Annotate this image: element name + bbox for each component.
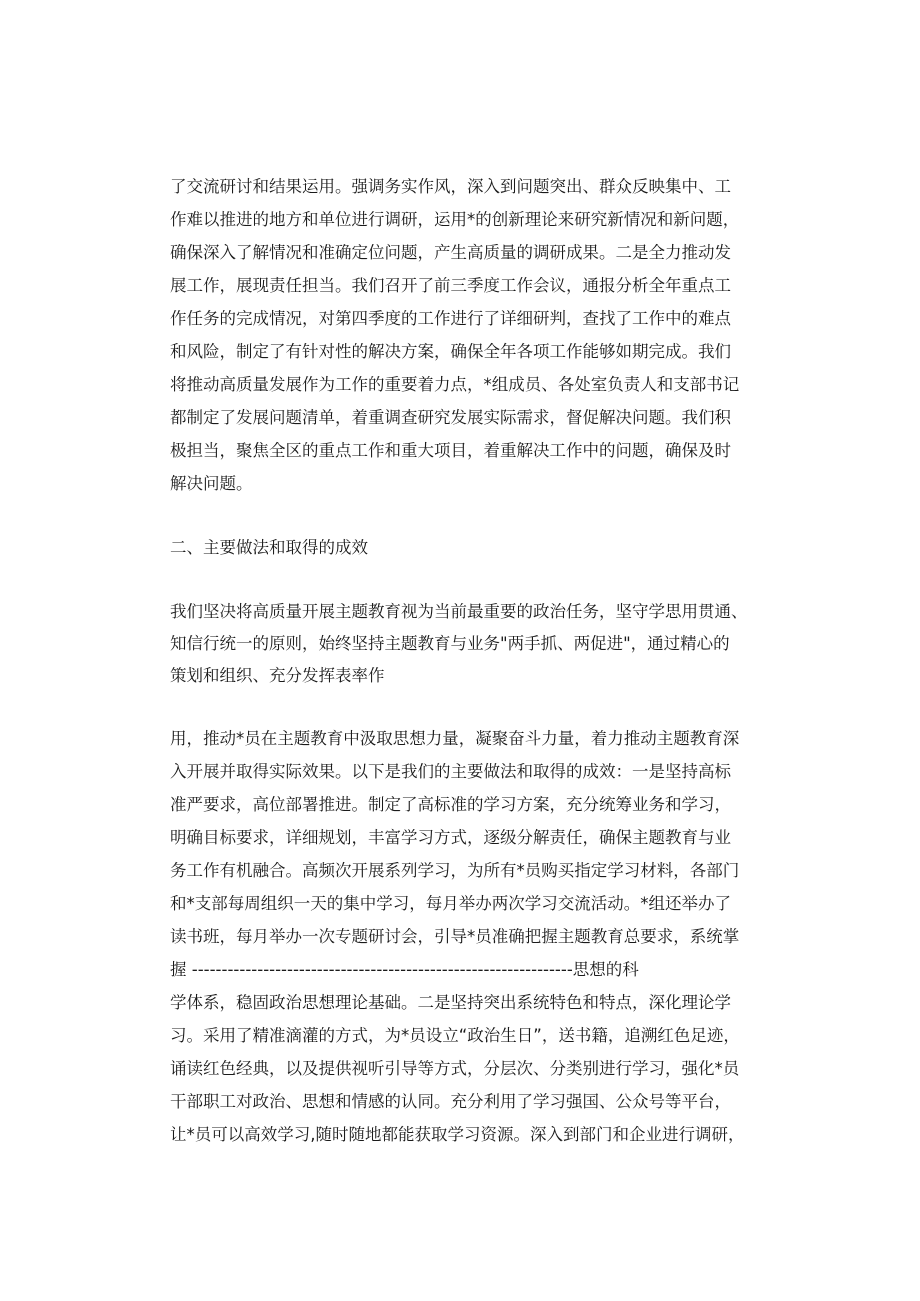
paragraph-3-line: 务工作有机融合。高频次开展系列学习，为所有*员购买指定学习材料，各部门 (170, 861, 740, 880)
paragraph-1-line: 解决问题。 (170, 474, 253, 493)
paragraph-1-line: 确保深入了解情况和准确定位问题，产生高质量的调研成果。二是全力推动发 (170, 243, 731, 262)
paragraph-1-line: 了交流研讨和结果运用。强调务实作风，深入到问题突出、群众反映集中、工 (170, 177, 731, 196)
paragraph-1-line: 将推动高质量发展作为工作的重要着力点，*组成员、各处室负责人和支部书记 (170, 375, 740, 394)
paragraph-3-line: 让*员可以高效学习,随时随地都能获取学习资源。深入到部门和企业进行调研， (170, 1125, 745, 1144)
paragraph-3-line: 干部职工对政治、思想和情感的认同。充分利用了学习强国、公众号等平台， (170, 1092, 731, 1111)
paragraph-2-line: 知信行统一的原则，始终坚持主题教育与业务"两手抓、两促进"，通过精心的 (170, 634, 730, 653)
paragraph-1-line: 作难以推进的地方和单位进行调研，运用*的创新理论来研究新情况和新问题， (170, 210, 740, 229)
paragraph-3-line: 和*支部每周组织一天的集中学习，每月举办两次学习交流活动。*组还举办了 (170, 894, 731, 913)
paragraph-2-line: 策划和组织、充分发挥表率作 (170, 666, 385, 685)
paragraph-1-line: 展工作，展现责任担当。我们召开了前三季度工作会议，通报分析全年重点工 (170, 276, 731, 295)
paragraph-3-line: 诵读红色经典，以及提供视听引导等方式，分层次、分类别进行学习，强化*员 (170, 1059, 740, 1078)
paragraph-3-line: 明确目标要求，详细规划，丰富学习方式，逐级分解责任，确保主题教育与业 (170, 828, 731, 847)
paragraph-1-line: 和风险，制定了有针对性的解决方案，确保全年各项工作能够如期完成。我们 (170, 342, 731, 361)
section-heading: 二、主要做法和取得的成效 (170, 538, 368, 557)
paragraph-1-line: 都制定了发展问题清单，着重调查研究发展实际需求，督促解决问题。我们积 (170, 408, 731, 427)
paragraph-3-line: 准严要求，高位部署推进。制定了高标准的学习方案，充分统筹业务和学习， (170, 795, 731, 814)
paragraph-3-line: 握 ----------------------------------------------------------------思想的科 (170, 960, 639, 979)
paragraph-3-line: 读书班，每月举办一次专题研讨会，引导*员准确把握主题教育总要求，系统掌 (170, 927, 740, 946)
paragraph-3-line: 习。采用了精准滴灌的方式，为*员设立“政治生日”，送书籍，追溯红色足迹， (170, 1026, 740, 1045)
paragraph-3-line: 学体系，稳固政治思想理论基础。二是坚持突出系统特色和特点，深化理论学 (170, 993, 731, 1012)
paragraph-1-line: 作任务的完成情况，对第四季度的工作进行了详细研判，查找了工作中的难点 (170, 309, 731, 328)
paragraph-2-line: 我们坚决将高质量开展主题教育视为当前最重要的政治任务，坚守学思用贯通、 (170, 602, 748, 621)
paragraph-3-line: 入开展并取得实际效果。以下是我们的主要做法和取得的成效：一是坚持高标 (170, 762, 731, 781)
paragraph-3-line: 用，推动*员在主题教育中汲取思想力量，凝聚奋斗力量，着力推动主题教育深 (170, 729, 740, 748)
paragraph-1-line: 极担当，聚焦全区的重点工作和重大项目，着重解决工作中的问题，确保及时 (170, 441, 731, 460)
